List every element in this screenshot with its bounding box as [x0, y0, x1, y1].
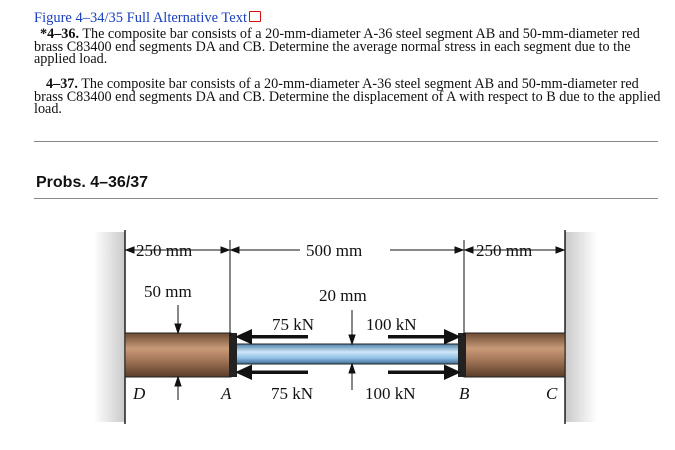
problem-4-37-number: 4–37. — [46, 76, 78, 92]
problem-4-36-number: *4–36. — [40, 26, 80, 42]
load-right-top-label: 100 kN — [366, 315, 417, 334]
point-a-label: A — [221, 384, 232, 403]
point-c-label: C — [546, 384, 558, 403]
left-wall — [94, 232, 125, 422]
point-d-label: D — [133, 384, 146, 403]
collar-b — [458, 333, 466, 377]
load-left-top-label: 75 kN — [272, 315, 315, 334]
dim-left-label: 250 mm — [136, 241, 193, 260]
segment-da — [125, 333, 231, 377]
dim-middle-label: 500 mm — [306, 241, 363, 260]
load-left-bottom-label: 75 kN — [271, 384, 314, 403]
load-right-bottom-label: 100 kN — [365, 384, 416, 403]
segment-cb — [464, 333, 565, 377]
probs-title: Probs. 4–36/37 — [36, 174, 149, 191]
figure-link-text[interactable]: Figure 4–34/35 Full Alternative Text — [34, 10, 247, 26]
dia-middle-label: 20 mm — [319, 286, 367, 305]
point-b-label: B — [459, 384, 470, 403]
segment-ab — [231, 344, 464, 364]
dim-right-label: 250 mm — [476, 241, 533, 260]
dia-end-label: 50 mm — [144, 282, 192, 301]
right-wall — [565, 232, 597, 422]
problem-4-36-text: The composite bar consists of a 20-mm-diameter A-36 steel segment AB and 50-mm-diameter red brass C83400 end segments DA and CB. Determine the average normal stress in each segment due to the applied load. — [34, 26, 640, 67]
collar-a — [229, 333, 237, 377]
problem-4-37-text: The composite bar consists of a 20-mm-diameter A-36 steel segment AB and 50-mm-diameter red brass C83400 end segments DA and CB. Determine the displacement of A with respect to B due to the applied load. — [34, 76, 661, 117]
